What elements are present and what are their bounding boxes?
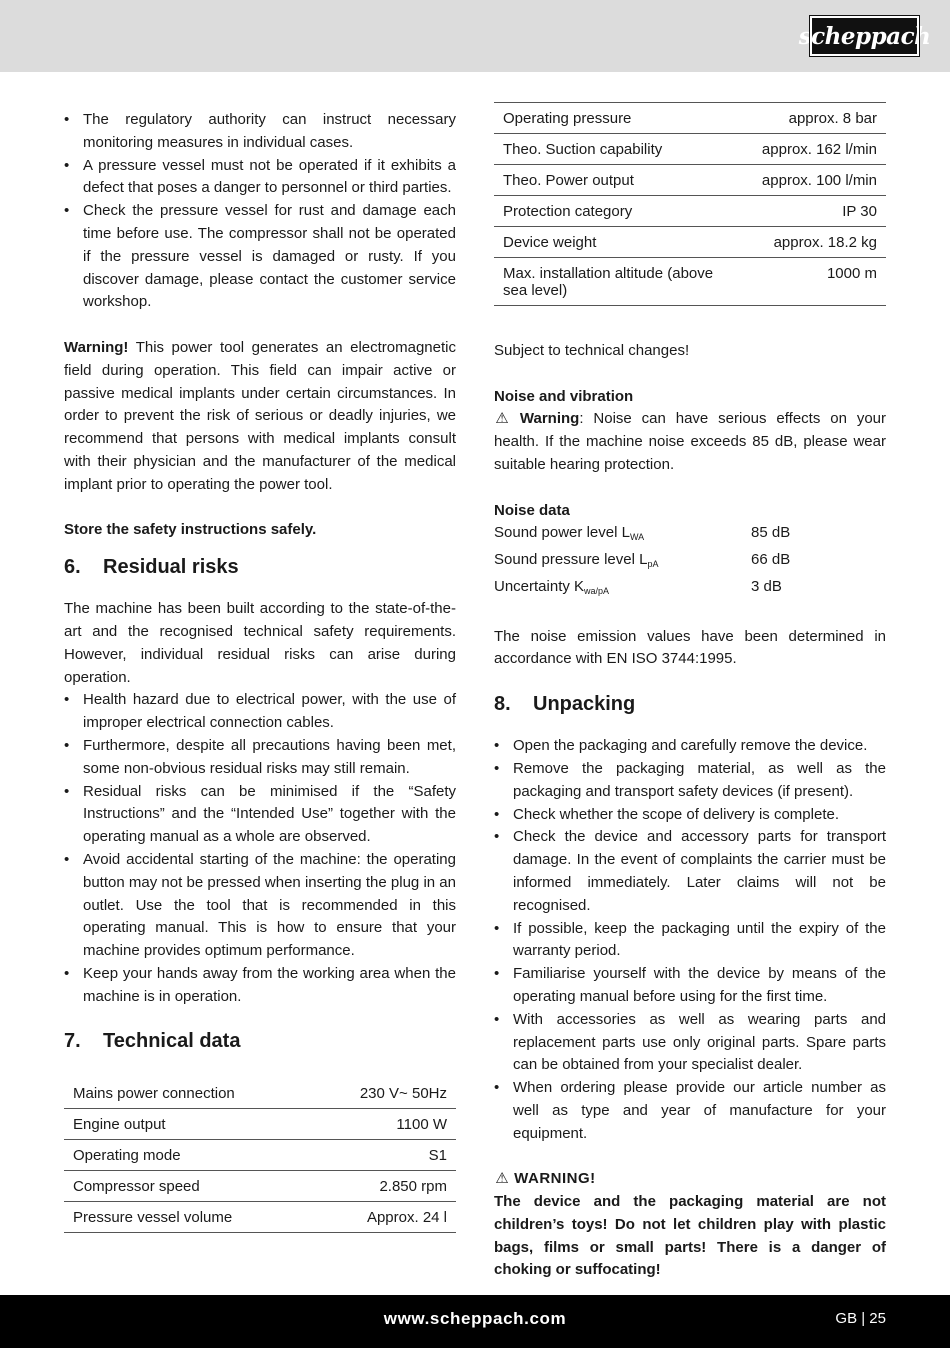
store-instructions-text: Store the safety instructions safely.: [64, 521, 317, 539]
section-6-heading: 6. Residual risks: [64, 556, 239, 579]
technical-data-table-continued: [494, 102, 886, 306]
noise-row: Sound power level $L_{WA}$ 85 dB: [494, 524, 791, 543]
table-row: Device weight approx. 18.2 kg: [494, 227, 886, 258]
scheppach-logo: scheppach: [810, 16, 919, 56]
footer-band: [0, 1295, 950, 1348]
safety-bullet-list: [64, 109, 456, 314]
subject-to-changes-text: Subject to technical changes!: [494, 342, 690, 359]
list-item: • Check the pressure vessel for rust and damage each time before use. The compressor shall not be operated if the pressure vessel is damaged or rusty. If you discover damage, please contact the customer service workshop.: [64, 200, 456, 314]
table-row: Protection category IP 30: [494, 196, 886, 227]
table-row: Pressure vessel volume Approx. 24 l: [64, 1202, 456, 1233]
warning-label: Warning!: [64, 338, 129, 356]
table-row: Operating pressure approx. 8 bar: [494, 103, 886, 134]
list-item: • Avoid accidental starting of the machine: the operating button may not be pressed when inserting the plug in an outlet. Use the tool that is recommended in this operating manual. This is how to ensure that your machine provides optimum performance.: [64, 849, 456, 963]
page-number: GB | 25: [835, 1310, 886, 1327]
emf-warning-paragraph: [64, 337, 456, 497]
table-row: Theo. Power output approx. 100 l/min: [494, 165, 886, 196]
noise-vibration-title: Noise and vibration: [494, 387, 634, 405]
list-item: • Remove the packaging material, as well as the packaging and transport safety devices (if present).: [494, 758, 886, 804]
table-row: Engine output 1100 W: [64, 1109, 456, 1140]
list-item: • When ordering please provide our article number as well as type and year of manufacture for your equipment.: [494, 1077, 886, 1145]
left-column: [64, 109, 456, 1233]
list-item: • With accessories as well as wearing parts and replacement parts use only original parts. Spare parts can be obtained from your specialist dealer.: [494, 1009, 886, 1077]
list-item: • If possible, keep the packaging until the expiry of the warranty period.: [494, 918, 886, 964]
table-row: Compressor speed 2.850 rpm: [64, 1171, 456, 1202]
list-item: • Keep your hands away from the working area when the machine is in operation.: [64, 963, 456, 1009]
section-7-heading: 7. Technical data: [64, 1030, 241, 1053]
noise-row: Uncertainty $K_{wa/pA}$ 3 dB: [494, 577, 782, 596]
noise-row: Sound pressure level $L_{pA}$ 66 dB: [494, 551, 791, 570]
header-band: [0, 0, 950, 72]
list-item: • A pressure vessel must not be operated if it exhibits a defect that poses a danger to personnel or third parties.: [64, 155, 456, 201]
list-item: • Check whether the scope of delivery is complete.: [494, 804, 886, 827]
list-item: • Check the device and accessory parts for transport damage. In the event of complaints the carrier must be informed immediately. Later claims will not be recognised.: [494, 826, 886, 917]
list-item: • Furthermore, despite all precautions having been met, some non-obvious residual risks may still remain.: [64, 735, 456, 781]
noise-emission-text: The noise emission values have been determined in accordance with EN ISO 3744:1995.: [494, 627, 886, 668]
unpacking-list: [494, 735, 886, 1145]
list-item: • The regulatory authority can instruct necessary monitoring measures in individual cases.: [64, 109, 456, 155]
section-6-intro: The machine has been built according to the state-of-the-art and the recognised technical safety requirements. However, individual residual risks can arise during operation.: [64, 600, 456, 686]
noise-data-list: [494, 522, 886, 602]
warning-triangle-icon: ⚠: [495, 1170, 509, 1188]
table-row: Operating mode S1: [64, 1140, 456, 1171]
website-link[interactable]: www.scheppach.com: [383, 1309, 567, 1328]
technical-data-table: [64, 1078, 456, 1233]
final-warning-text: The device and the packaging material are not children’s toys! Do not let children play with plastic bags, films or small parts! There is a danger of choking or suffocating!: [494, 1193, 886, 1279]
warning-text: : Noise can have serious effects on your health. If the machine noise exceeds 85 dB, please wear suitable hearing protection.: [494, 410, 886, 473]
list-item: • Familiarise yourself with the device by means of the operating manual before using for the first time.: [494, 963, 886, 1009]
list-item: • Residual risks can be minimised if the “Safety Instructions” and the “Intended Use” together with the operating manual as a whole are observed.: [64, 781, 456, 849]
table-row: Theo. Suction capability approx. 162 l/min: [494, 134, 886, 165]
table-row: Max. installation altitude (above sea level) 1000 m: [494, 258, 886, 306]
warning-triangle-icon: ⚠: [495, 410, 509, 428]
warning-label: Warning: [519, 410, 580, 428]
list-item: • Open the packaging and carefully remove the device.: [494, 735, 886, 758]
section-8-heading: 8. Unpacking: [494, 693, 636, 716]
final-warning-title: ⚠ WARNING!: [494, 1168, 886, 1191]
noise-warning-paragraph: [494, 408, 886, 476]
right-column: [494, 102, 886, 1282]
warning-text: This power tool generates an electromagnetic field during operation. This field can impair active or passive medical implants under certain circumstances. In order to prevent the risk of serious or deadly injuries, we recommend that persons with medical implants consult with their physician and the manufacturer of the medical implant prior to operating the power tool.: [64, 338, 456, 493]
residual-risks-list: [64, 689, 456, 1008]
noise-data-title: Noise data: [494, 501, 570, 519]
table-row: Mains power connection 230 V~ 50Hz: [64, 1078, 456, 1109]
list-item: • Health hazard due to electrical power, with the use of improper electrical connection cables.: [64, 689, 456, 735]
